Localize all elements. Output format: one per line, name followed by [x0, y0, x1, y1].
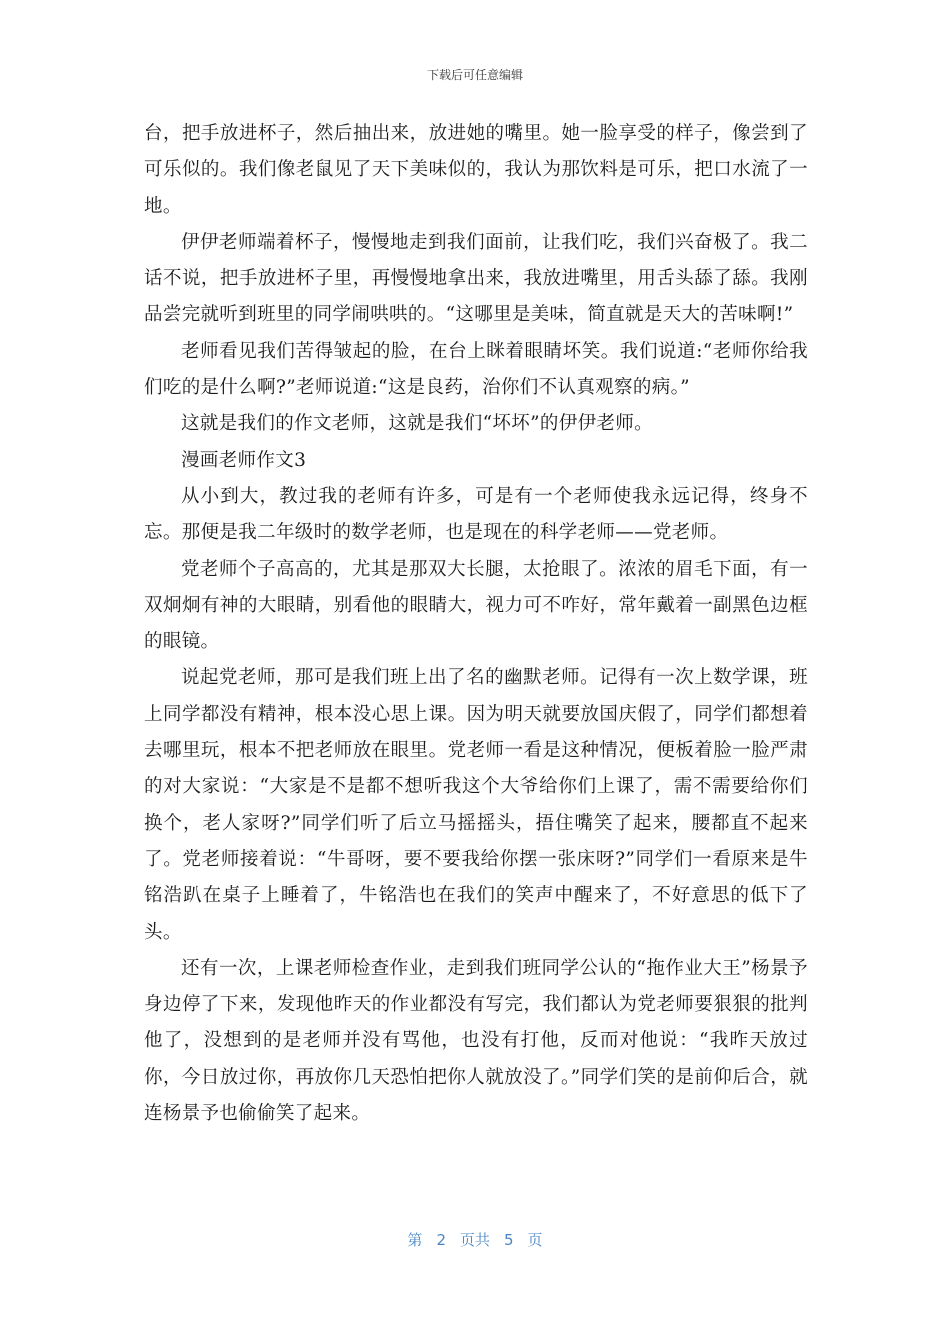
paragraph: 还有一次，上课老师检查作业，走到我们班同学公认的“拖作业大王”杨景予身边停了下来，发现他昨天的作业都没有写完，我们都认为党老师要狠狠的批判他了，没想到的是老师并没有骂他，也没有打他，反而对他说：“我昨天放过你，今日放过你，再放你几天恐怕把你人就放没了。”同学们笑的是前仰后合，就连杨景予也偷偷笑了起来。	[144, 957, 808, 1125]
document-body	[144, 116, 808, 1132]
paragraph: 伊伊老师端着杯子，慢慢地走到我们面前，让我们吃，我们兴奋极了。我二话不说，把手放进杯子里，再慢慢地拿出来，我放进嘴里，用舌头舔了舔。我刚品尝完就听到班里的同学闹哄哄的。“这哪里是美味，简直就是天大的苦味啊!”	[144, 231, 808, 326]
footer-label-ye: 页	[527, 1231, 543, 1249]
page-footer	[0, 1229, 950, 1250]
footer-label-di: 第	[407, 1231, 423, 1249]
footer-label-ye-gong: 页共	[459, 1231, 490, 1249]
footer-page-total: 5	[504, 1231, 514, 1249]
paragraph: 党老师个子高高的，尤其是那双大长腿，太抢眼了。浓浓的眉毛下面，有一双炯炯有神的大眼睛，别看他的眼睛大，视力可不咋好，常年戴着一副黑色边框的眼镜。	[144, 558, 808, 653]
paragraph: 从小到大，教过我的老师有许多，可是有一个老师使我永远记得，终身不忘。那便是我二年级时的数学老师，也是现在的科学老师——党老师。	[144, 485, 808, 544]
paragraph: 这就是我们的作文老师，这就是我们“坏坏”的伊伊老师。	[181, 413, 654, 435]
paragraph: 老师看见我们苦得皱起的脸，在台上眯着眼睛坏笑。我们说道:“老师你给我们吃的是什么啊?”老师说道:“这是良药，治你们不认真观察的病。”	[144, 340, 808, 399]
page-header: 下载后可任意编辑	[426, 68, 523, 82]
paragraph-continued: 台，把手放进杯子，然后抽出来，放进她的嘴里。她一脸享受的样子，像尝到了可乐似的。我们像老鼠见了天下美味似的，我认为那饮料是可乐，把口水流了一地。	[144, 123, 808, 217]
footer-page-current: 2	[436, 1231, 446, 1249]
paragraph: 说起党老师，那可是我们班上出了名的幽默老师。记得有一次上数学课，班上同学都没有精神，根本没心思上课。因为明天就要放国庆假了，同学们都想着去哪里玩，根本不把老师放在眼里。党老师一看是这种情况，便板着脸一脸严肃的对大家说：“大家是不是都不想听我这个大爷给你们上课了，需不需要给你们换个，老人家呀?”同学们听了后立马摇摇头，捂住嘴笑了起来，腰都直不起来了。党老师接着说：“牛哥呀，要不要我给你摆一张床呀?”同学们一看原来是牛铭浩趴在桌子上睡着了，牛铭浩也在我们的笑声中醒来了，不好意思的低下了头。	[144, 667, 808, 943]
section-title: 漫画老师作文3	[181, 449, 307, 471]
